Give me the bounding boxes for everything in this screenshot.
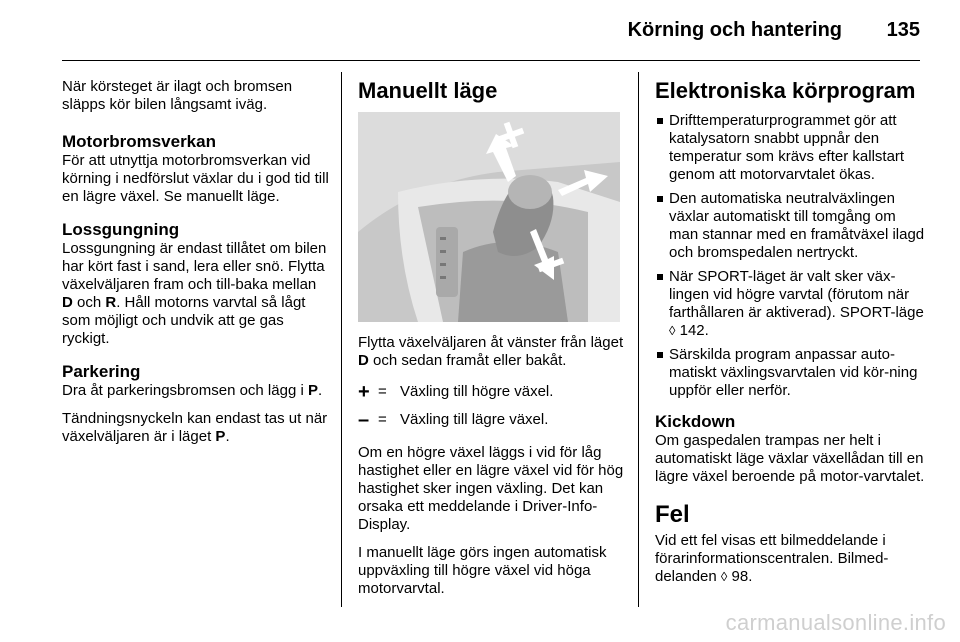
page-ref-icon: ◊ — [720, 569, 728, 584]
section-text: Tändningsnyckeln kan endast tas ut när växelväljaren är i läget P. — [62, 410, 328, 445]
section-fel — [655, 500, 925, 586]
section-title: Fel — [655, 501, 690, 528]
section-lossgungning — [62, 220, 330, 348]
section-title: Motorbromsverkan — [62, 132, 216, 151]
legend-row: + = Växling till högre växel. — [358, 381, 554, 403]
section-motorbroms — [62, 132, 330, 206]
section-text: Dra åt parkeringsbromsen och lägg i P. — [62, 382, 323, 399]
watermark: carmanualsonline.info — [725, 610, 946, 635]
page-header — [62, 0, 920, 61]
header-title: Körning och hantering — [627, 19, 842, 41]
plus-icon: + — [358, 381, 370, 403]
list-item: Drifttemperaturprogrammet gör att katalysatorn snabbt uppnår den temperatur som krävs efter kallstart genom att motorvarvtalet ökas. — [655, 112, 925, 184]
list-item: Den automatiska neutralväxlingen växlar automatiskt till tomgång om man stannar med en framåtväxel ilagd och bromspedalen nertryckt. — [655, 190, 925, 262]
column-right — [655, 78, 925, 596]
column-divider — [638, 72, 639, 607]
section-title: Lossgungning — [62, 220, 180, 239]
page-number: 135 — [886, 19, 920, 41]
gear-selector-illustration — [358, 112, 620, 322]
section-parkering — [62, 362, 330, 446]
program-list — [655, 112, 925, 400]
body-text: Om en högre växel läggs i vid för låg hastighet eller en lägre växel vid för hög hastighet sker ingen växling. Det kan orsaka ett meddelande i Driver-Info-Display. — [358, 444, 624, 533]
minus-icon: – — [358, 409, 370, 431]
section-title: Parkering — [62, 362, 141, 381]
section-text: För att utnyttja motorbromsverkan vid körning i nedförslut växlar du i god tid till en lägre växel. Se manuellt läge. — [62, 152, 329, 205]
figure-caption: Flytta växelväljaren åt vänster från läget D och sedan framåt eller bakåt. — [358, 334, 624, 369]
section-title-manual: Manuellt läge — [358, 78, 498, 103]
column-middle — [358, 78, 626, 608]
section-text: Lossgungning är endast tillåtet om bilen har kört fast i sand, lera eller snö. Flytta växelväljaren fram och till-baka mellan D och R. Håll motorns varvtal så lågt som möjligt och undvik att ge gas ryckigt. — [62, 240, 327, 347]
list-item: Särskilda program anpassar auto-matiskt växlingsvarvtalen vid kör-ning uppför eller nerför. — [655, 346, 925, 400]
legend-text: Växling till lägre växel. — [400, 411, 549, 428]
section-text: Om gaspedalen trampas ner helt i automatiskt läge växlar växellådan till en lägre växel beroende på motor-varvtalet. — [655, 432, 925, 485]
intro-text: När körsteget är ilagt och bromsen släpps kör bilen långsamt iväg. — [62, 78, 293, 113]
section-title-programs: Elektroniska körprogram — [655, 78, 916, 103]
legend-text: Växling till högre växel. — [400, 383, 554, 400]
body-text: I manuellt läge görs ingen automatisk uppväxling till högre växel vid höga motorvarvtal. — [358, 544, 607, 597]
list-item: När SPORT-läget är valt sker väx-lingen vid högre varvtal (förutom när farthållaren är aktiverad). SPORT-läge ◊ 142. — [655, 268, 925, 340]
column-left — [62, 78, 330, 460]
section-title: Kickdown — [655, 412, 736, 431]
page-ref-icon: ◊ — [669, 323, 676, 338]
legend-row: – = Växling till lägre växel. — [358, 409, 549, 431]
column-divider — [341, 72, 342, 607]
section-text: Vid ett fel visas ett bilmeddelande i förarinformationscentralen. Bilmed-delanden ◊ 98. — [655, 532, 889, 585]
section-kickdown — [655, 412, 925, 486]
